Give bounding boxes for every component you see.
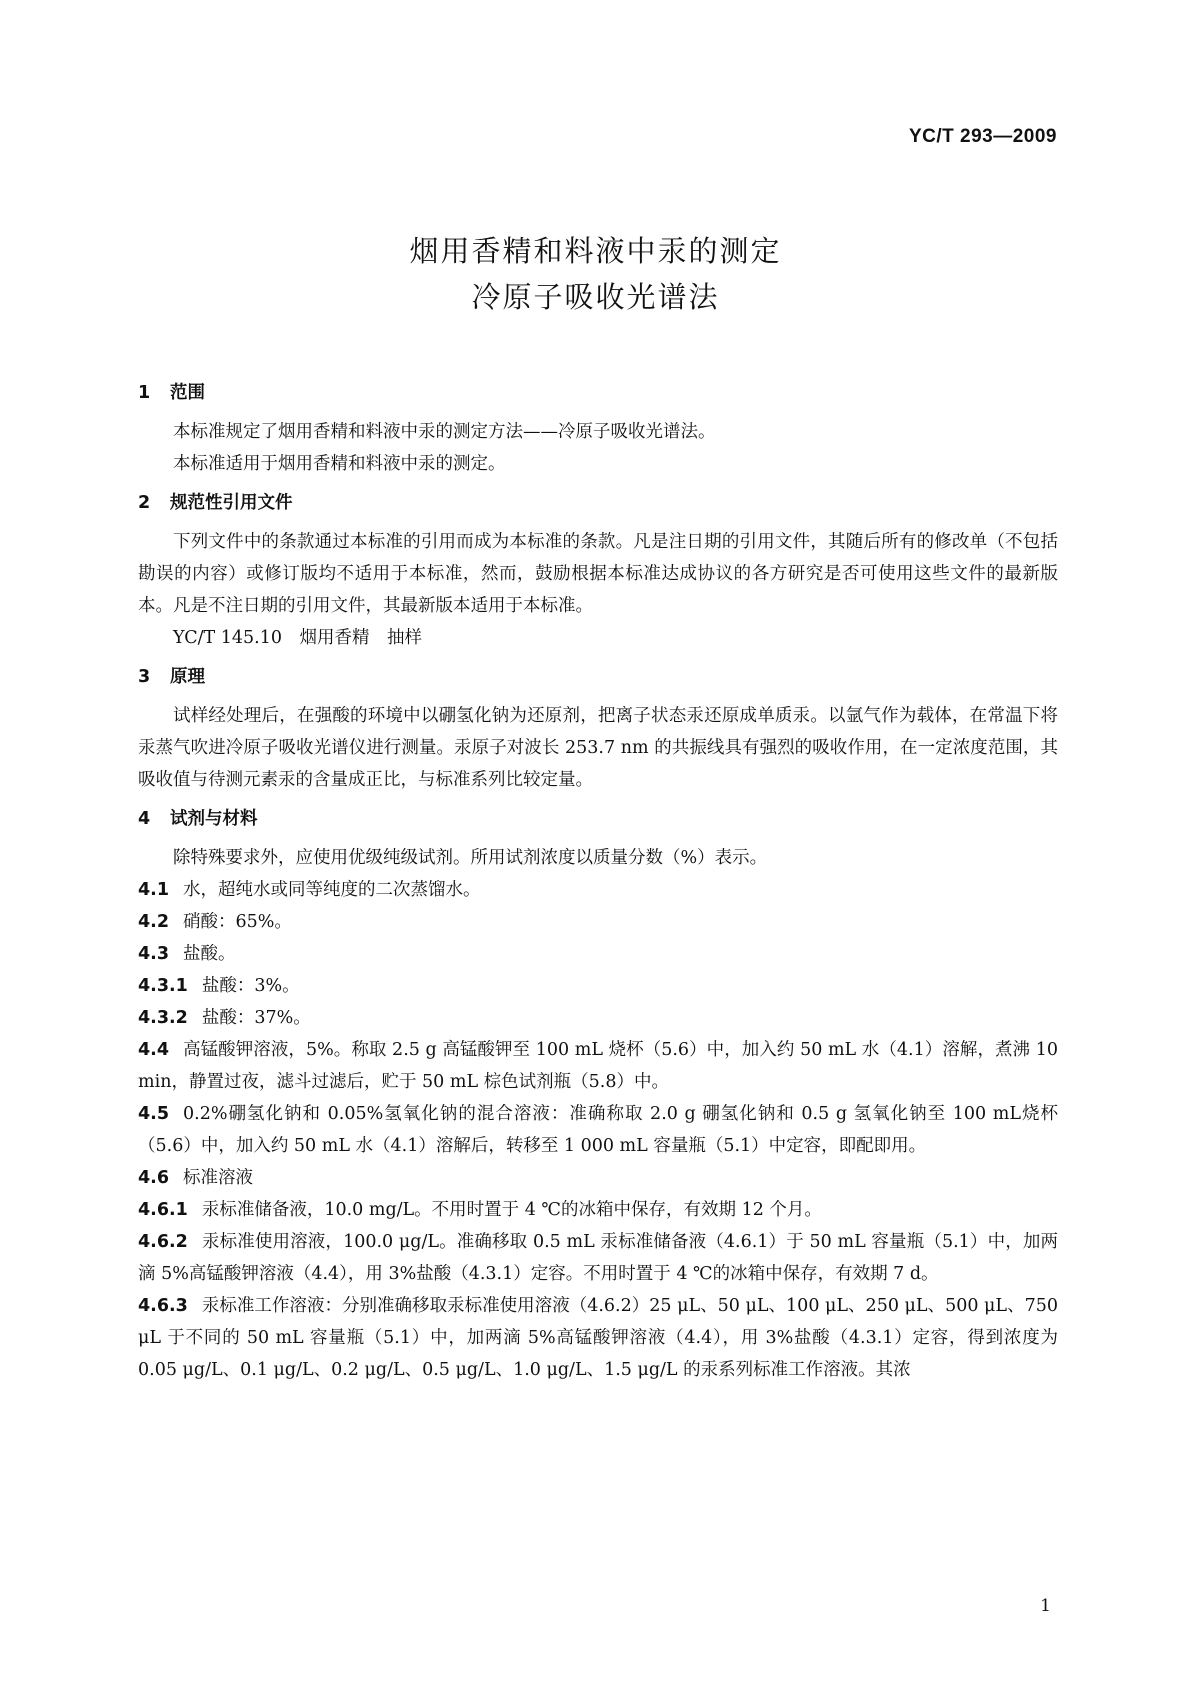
clause-4-1 xyxy=(138,874,1058,906)
clause-4-3 xyxy=(138,938,1058,970)
clause-4-4 xyxy=(138,1034,1058,1098)
clause-text: 盐酸：3%。 xyxy=(201,976,300,996)
clause-text: 水，超纯水或同等纯度的二次蒸馏水。 xyxy=(183,880,481,900)
clause-number: 4.2 xyxy=(138,912,170,932)
section-heading-3 xyxy=(138,662,1058,692)
section-heading-2 xyxy=(138,488,1058,518)
document-body xyxy=(138,378,1058,1386)
section-title: 范围 xyxy=(170,383,205,403)
paragraph: 本标准适用于烟用香精和料液中汞的测定。 xyxy=(173,454,506,474)
clause-number: 4.6.2 xyxy=(138,1232,188,1252)
clause-number: 4.3.2 xyxy=(138,1008,188,1028)
clause-number: 4.6.1 xyxy=(138,1200,188,1220)
section-number: 3 xyxy=(138,667,151,687)
clause-4-3-1 xyxy=(138,970,1058,1002)
section-number: 4 xyxy=(138,809,151,829)
clause-4-6-3 xyxy=(138,1290,1058,1386)
paragraph: 除特殊要求外，应使用优级纯级试剂。所用试剂浓度以质量分数（%）表示。 xyxy=(173,848,768,868)
standard-number: YC/T 293—2009 xyxy=(908,126,1057,147)
clause-text: 高锰酸钾溶液，5%。称取 2.5 g 高锰酸钾至 100 mL 烧杯（5.6）中，加入约 50 mL 水（4.1）溶解，煮沸 10 min，静置过夜，滤斗过滤后，贮于 50 mL 棕色试剂瓶（5.8）中。 xyxy=(138,1040,1058,1092)
section-number: 1 xyxy=(138,383,151,403)
paragraph: 试样经处理后，在强酸的环境中以硼氢化钠为还原剂，把离子状态汞还原成单质汞。以氩气作为载体，在常温下将汞蒸气吹进冷原子吸收光谱仪进行测量。汞原子对波长 253.7 nm 的共振线具有强烈的吸收作用，在一定浓度范围，其吸收值与待测元素汞的含量成正比，与标准系列比较定量。 xyxy=(138,706,1058,790)
clause-4-6-1 xyxy=(138,1194,1058,1226)
paragraph: 本标准规定了烟用香精和料液中汞的测定方法——冷原子吸收光谱法。 xyxy=(173,422,716,442)
section-title: 试剂与材料 xyxy=(170,809,258,829)
document-title xyxy=(0,228,1191,320)
clause-4-6 xyxy=(138,1162,1058,1194)
clause-text: 汞标准使用溶液，100.0 μg/L。准确移取 0.5 mL 汞标准储备液（4.6.1）于 50 mL 容量瓶（5.1）中，加两滴 5%高锰酸钾溶液（4.4），用 3%盐酸（4.3.1）定容。不用时置于 4 ℃的冰箱中保存，有效期 7 d。 xyxy=(138,1232,1058,1284)
section-title: 原理 xyxy=(170,667,205,687)
section-title: 规范性引用文件 xyxy=(170,493,293,513)
section-number: 2 xyxy=(138,493,151,513)
section-heading-1 xyxy=(138,378,1058,408)
clause-number: 4.3.1 xyxy=(138,976,188,996)
title-line-2: 冷原子吸收光谱法 xyxy=(471,280,720,314)
clause-number: 4.1 xyxy=(138,880,170,900)
clause-4-2 xyxy=(138,906,1058,938)
section-heading-4 xyxy=(138,804,1058,834)
clause-text: 汞标准储备液，10.0 mg/L。不用时置于 4 ℃的冰箱中保存，有效期 12 个月。 xyxy=(201,1200,822,1220)
clause-number: 4.4 xyxy=(138,1040,170,1060)
clause-text: 标准溶液 xyxy=(183,1168,254,1188)
clause-4-3-2 xyxy=(138,1002,1058,1034)
clause-text: 硝酸：65%。 xyxy=(183,912,292,932)
title-line-1: 烟用香精和料液中汞的测定 xyxy=(409,234,782,268)
clause-text: 0.2%硼氢化钠和 0.05%氢氧化钠的混合溶液：准确称取 2.0 g 硼氢化钠和 0.5 g 氢氧化钠至 100 mL烧杯（5.6）中，加入约 50 mL 水（4.1）溶解后，转移至 1 000 mL 容量瓶（5.1）中定容，即配即用。 xyxy=(138,1104,1058,1156)
normative-reference: YC/T 145.10 烟用香精 抽样 xyxy=(173,628,422,648)
paragraph: 下列文件中的条款通过本标准的引用而成为本标准的条款。凡是注日期的引用文件，其随后所有的修改单（不包括勘误的内容）或修订版均不适用于本标准，然而，鼓励根据本标准达成协议的各方研究是否可使用这些文件的最新版本。凡是不注日期的引用文件，其最新版本适用于本标准。 xyxy=(138,532,1058,616)
clause-number: 4.6.3 xyxy=(138,1296,188,1316)
clause-text: 盐酸。 xyxy=(183,944,236,964)
clause-text: 汞标准工作溶液：分别准确移取汞标准使用溶液（4.6.2）25 μL、50 μL、100 μL、250 μL、500 μL、750 μL 于不同的 50 mL 容量瓶（5.1）中，加两滴 5%高锰酸钾溶液（4.4），用 3%盐酸（4.3.1）定容，得到浓度为 0.05 μg/L、0.1 μg/L、0.2 μg/L、0.5 μg/L、1.0 μg/L、1.5 μg/L 的汞系列标准工作溶液。其浓 xyxy=(138,1296,1058,1380)
clause-number: 4.5 xyxy=(138,1104,170,1124)
clause-4-5 xyxy=(138,1098,1058,1162)
clause-text: 盐酸：37%。 xyxy=(201,1008,311,1028)
clause-number: 4.3 xyxy=(138,944,170,964)
clause-4-6-2 xyxy=(138,1226,1058,1290)
clause-number: 4.6 xyxy=(138,1168,170,1188)
page-number: 1 xyxy=(1040,1596,1051,1616)
